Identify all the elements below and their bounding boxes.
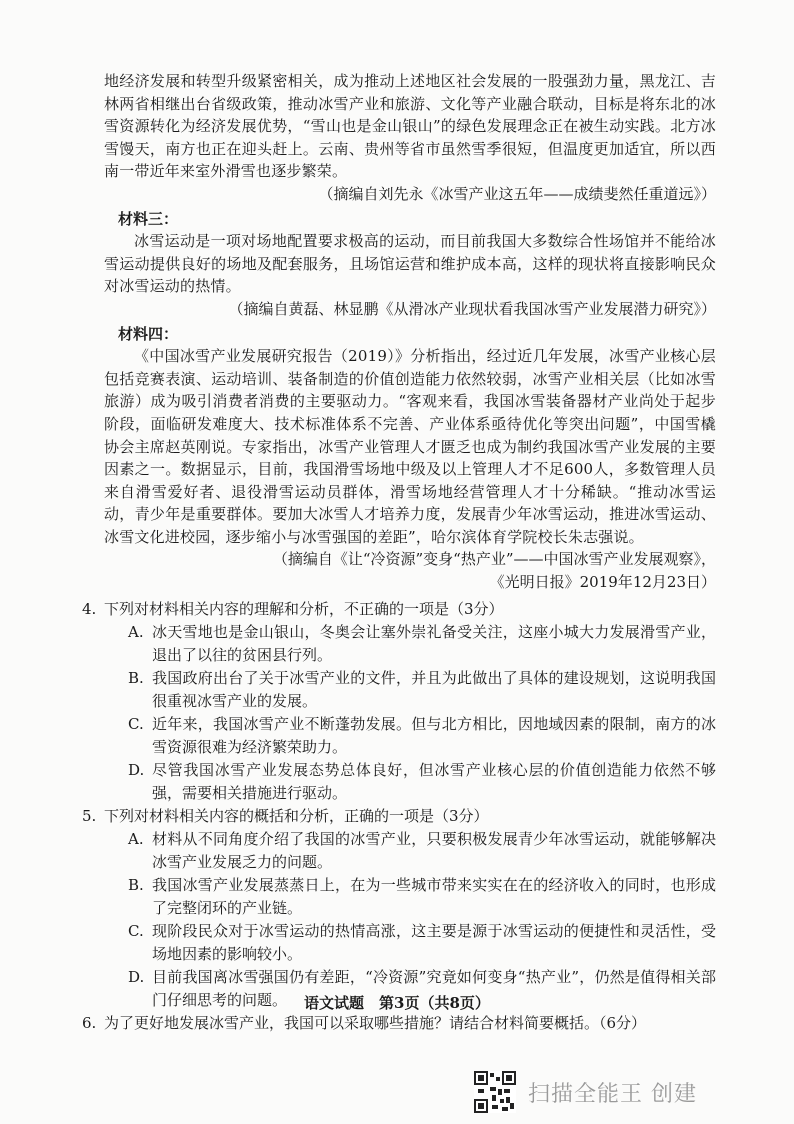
- option-c: [104, 920, 716, 966]
- option-label: C.: [128, 921, 144, 940]
- option-text: 材料从不同角度介绍了我国的冰雪产业，只要积极发展青少年冰雪运动，就能够解决冰雪产业发展乏力的问题。: [152, 829, 716, 871]
- question-stem: 下列对材料相关内容的理解和分析，不正确的一项是（3分）: [104, 599, 504, 618]
- question-number: 6.: [82, 1013, 97, 1032]
- material-4-label: 材料四：: [118, 324, 179, 343]
- scanner-watermark: [474, 1069, 697, 1115]
- source-citation-3: （摘编自黄磊、林显鹏《从滑冰产业现状看我国冰雪产业发展潜力研究》）: [228, 299, 716, 318]
- option-text: 冰天雪地也是金山银山，冬奥会让塞外崇礼备受关注，这座小城大力发展滑雪产业，退出了以往的贫困县行列。: [152, 622, 716, 664]
- option-label: C.: [128, 714, 144, 733]
- source-citation-4-line-1: （摘编自《让“冷资源”变身“热产业”——中国冰雪产业发展观察》，: [272, 550, 716, 569]
- source-citation-4-line-2: 《光明日报》2019年12月23日）: [489, 573, 716, 592]
- option-label: D.: [128, 760, 145, 779]
- watermark-text: 扫描全能王 创建: [528, 1081, 697, 1107]
- question-stem: 为了更好地发展冰雪产业，我国可以采取哪些措施？请结合材料简要概括。（6分）: [104, 1013, 647, 1032]
- question-number: 5.: [82, 806, 97, 825]
- question-stem: 下列对材料相关内容的概括和分析，正确的一项是（3分）: [104, 806, 489, 825]
- option-b: [104, 667, 716, 713]
- questions-section: [82, 598, 716, 1035]
- option-label: A.: [128, 622, 144, 641]
- material-3-label: 材料三：: [118, 209, 179, 228]
- option-text: 尽管我国冰雪产业发展态势总体良好，但冰雪产业核心层的价值创造能力依然不够强，需要相关措施进行驱动。: [152, 760, 716, 802]
- option-label: D.: [128, 967, 145, 986]
- option-label: B.: [128, 668, 144, 687]
- option-a: [104, 828, 716, 874]
- question-number: 4.: [82, 599, 97, 618]
- option-label: A.: [128, 829, 144, 848]
- page-content: [82, 70, 716, 1035]
- passage-paragraph-1: 地经济发展和转型升级紧密相关，成为推动上述地区社会发展的一股强劲力量，黑龙江、吉林两省相继出台省级政策，推动冰雪产业和旅游、文化等产业融合联动，目标是将东北的冰雪资源转化为经济发展优势，“雪山也是金山银山”的绿色发展理念正在被生动实践。北方冰雪馒天，南方也正在迎头赶上。云南、贵州等省市虽然雪季很短，但温度更加适宜，所以西南一带近年来室外滑雪也逐步繁荣。: [104, 72, 716, 181]
- option-text: 我国政府出台了关于冰雪产业的文件，并且为此做出了具体的建设规划，这说明我国很重视冰雪产业的发展。: [152, 668, 716, 710]
- question-4: [82, 598, 716, 805]
- option-text: 目前我国离冰雪强国仍有差距，“冷资源”究竟如何变身“热产业”，仍然是值得相关部门仔细思考的问题。: [152, 967, 716, 1009]
- question-5: [82, 805, 716, 1012]
- option-a: [104, 621, 716, 667]
- qr-code-icon: [474, 1071, 516, 1113]
- material-3-text: 冰雪运动是一项对场地配置要求极高的运动，而目前我国大多数综合性场馆并不能给冰雪运动提供良好的场地及配套服务，且场馆运营和维护成本高，这样的现状将直接影响民众对冰雪运动的热情。: [104, 232, 716, 296]
- material-4-text: 《中国冰雪产业发展研究报告（2019）》分析指出，经过近几年发展，冰雪产业核心层包括竞赛表演、运动培训、装备制造的价值创造能力依然较弱，冰雪产业相关层（比如冰雪旅游）成为吸引消费者消费的主要驱动力。“客观来看，我国冰雪装备器材产业尚处于起步阶段，面临研发难度大、技术标准体系不完善、产业体系亟待优化等突出问题”，中国雪橇协会主席赵英刚说。专家指出，冰雪产业管理人才匮乏也成为制约我国冰雪产业发展的主要因素之一。数据显示，目前，我国滑雪场地中级及以上管理人才不足600人，多数管理人员来自滑雪爱好者、退役滑雪运动员群体，滑雪场地经营管理人才十分稀缺。“推动冰雪运动，青少年是重要群体。要加大冰雪人才培养力度，发展青少年冰雪运动，推进冰雪运动、冰雪文化进校园，逐步缩小与冰雪强国的差距”，哈尔滨体育学院校长朱志强说。: [104, 347, 716, 546]
- option-b: [104, 874, 716, 920]
- page-footer: 语文试题 第3页（共8页）: [304, 994, 490, 1012]
- option-c: [104, 713, 716, 759]
- source-citation-1: （摘编自刘先永《冰雪产业这五年——成绩斐然任重道远》）: [318, 184, 716, 203]
- option-d: [104, 759, 716, 805]
- option-label: B.: [128, 875, 144, 894]
- option-text: 我国冰雪产业发展蒸蒸日上，在为一些城市带来实实在在的经济收入的同时，也形成了完整闭环的产业链。: [152, 875, 716, 917]
- option-text: 近年来，我国冰雪产业不断蓬勃发展。但与北方相比，因地域因素的限制，南方的冰雪资源很难为经济繁荣助力。: [152, 714, 716, 756]
- option-text: 现阶段民众对于冰雪运动的热情高涨，这主要是源于冰雪运动的便捷性和灵活性，受场地因素的影响较小。: [152, 921, 716, 963]
- question-6: [82, 1012, 716, 1035]
